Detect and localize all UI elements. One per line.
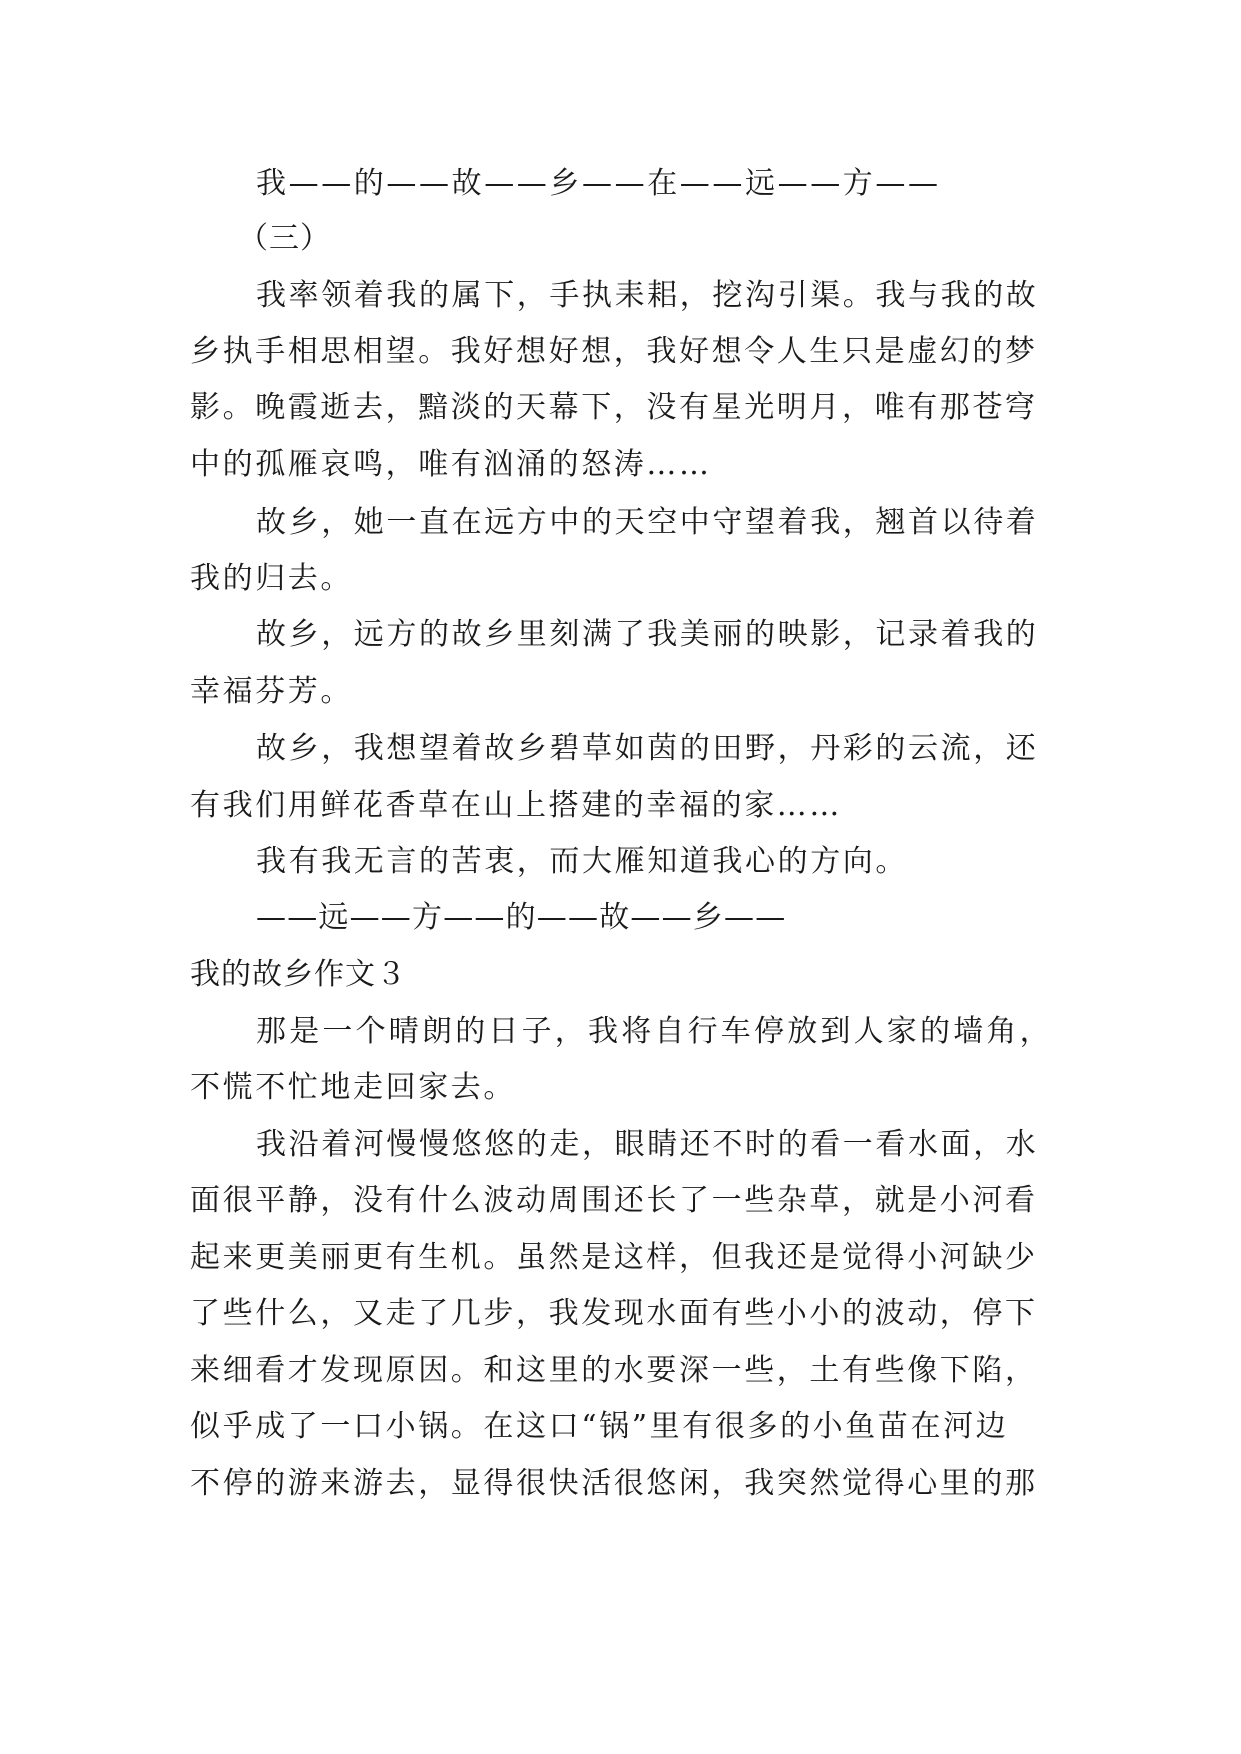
text-line: 故乡，她一直在远方中的天空中守望着我，翘首以待着 (256, 505, 1039, 540)
text-line: 不慌不忙地走回家去。 (190, 1070, 516, 1105)
text-line: 乡执手相思相望。我好想好想，我好想令人生只是虚幻的梦 (190, 334, 1038, 369)
text-line: 中的孤雁哀鸣，唯有汹涌的怒涛…… (190, 447, 712, 482)
article-title: 我的故乡作文３ (190, 957, 407, 992)
text-line: 起来更美丽更有生机。虽然是这样，但我还是觉得小河缺少 (190, 1240, 1038, 1275)
text-line: 有我们用鲜花香草在山上搭建的幸福的家…… (190, 788, 842, 823)
section-heading: （三） (238, 221, 331, 256)
text-line: ——远——方——的——故——乡—— (256, 900, 787, 935)
text-line: 我的归去。 (190, 561, 353, 596)
text-line: 似乎成了一口小锅。在这口“锅”里有很多的小鱼苗在河边 (190, 1409, 1009, 1444)
text-line: 故乡，远方的故乡里刻满了我美丽的映影，记录着我的 (256, 617, 1039, 652)
text-line: 我率领着我的属下，手执耒耜，挖沟引渠。我与我的故 (256, 278, 1039, 313)
text-line: 影。晚霞逝去，黯淡的天幕下，没有星光明月，唯有那苍穹 (190, 390, 1038, 425)
text-line: 我有我无言的苦衷，而大雁知道我心的方向。 (256, 844, 908, 879)
text-line: 面很平静，没有什么波动周围还长了一些杂草，就是小河看 (190, 1183, 1038, 1218)
text-line: 幸福芬芳。 (190, 674, 353, 709)
text-line: 来细看才发现原因。和这里的水要深一些，土有些像下陷， (190, 1353, 1038, 1388)
text-line: 不停的游来游去，显得很快活很悠闲，我突然觉得心里的那 (190, 1466, 1038, 1501)
text-line: 我——的——故——乡——在——远——方—— (256, 166, 941, 201)
text-line: 了些什么，又走了几步，我发现水面有些小小的波动，停下 (190, 1296, 1038, 1331)
text-line: 我沿着河慢慢悠悠的走，眼睛还不时的看一看水面，水 (256, 1127, 1039, 1162)
text-line: 那是一个晴朗的日子，我将自行车停放到人家的墙角， (256, 1014, 1053, 1049)
text-line: 故乡，我想望着故乡碧草如茵的田野，丹彩的云流，还 (256, 731, 1039, 766)
